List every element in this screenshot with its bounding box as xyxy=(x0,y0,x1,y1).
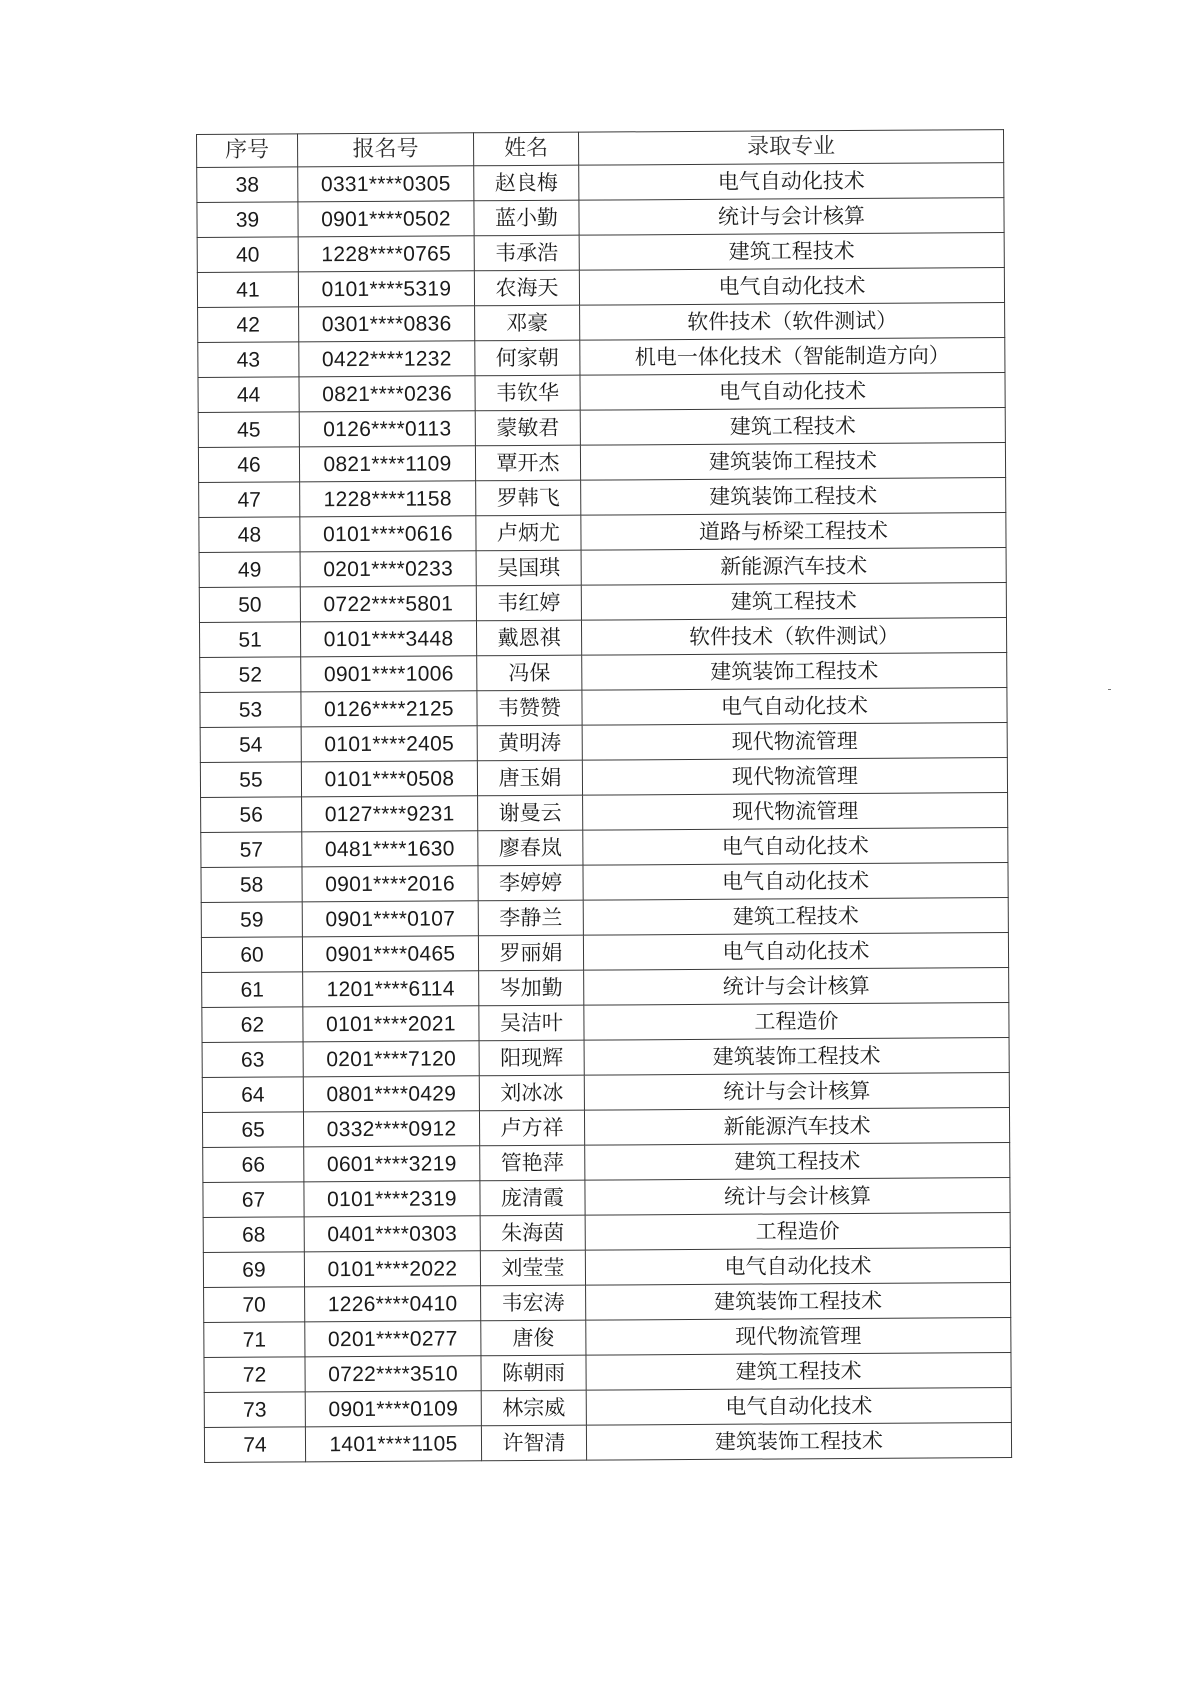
cell-seq: 45 xyxy=(198,412,299,448)
table-row xyxy=(204,1283,1011,1323)
table-row xyxy=(198,303,1005,343)
cell-major: 建筑工程技术 xyxy=(580,408,1005,446)
cell-name: 蒙敏君 xyxy=(475,410,580,446)
cell-reg-no: 0127****9231 xyxy=(302,796,478,832)
cell-name: 吴国琪 xyxy=(476,550,581,586)
cell-seq: 40 xyxy=(197,237,298,273)
cell-name: 卢方祥 xyxy=(479,1110,584,1146)
cell-reg-no: 0901****2016 xyxy=(302,866,478,902)
cell-name: 刘冰冰 xyxy=(479,1075,584,1111)
cell-major: 新能源汽车技术 xyxy=(581,548,1006,586)
cell-reg-no: 0101****3448 xyxy=(300,621,476,657)
cell-reg-no: 0901****0107 xyxy=(302,901,478,937)
table-row xyxy=(197,233,1004,273)
cell-major: 现代物流管理 xyxy=(586,1318,1011,1356)
cell-reg-no: 0101****0616 xyxy=(300,516,476,552)
cell-seq: 62 xyxy=(202,1007,303,1043)
table-row xyxy=(199,618,1006,658)
cell-major: 工程造价 xyxy=(584,1003,1009,1041)
cell-name: 戴恩祺 xyxy=(476,620,581,656)
cell-major: 建筑工程技术 xyxy=(583,898,1008,936)
table-row xyxy=(201,793,1008,833)
cell-name: 黄明涛 xyxy=(477,725,582,761)
cell-seq: 39 xyxy=(197,202,298,238)
cell-major: 建筑装饰工程技术 xyxy=(582,653,1007,691)
cell-reg-no: 1228****0765 xyxy=(298,236,474,272)
cell-name: 罗韩飞 xyxy=(476,480,581,516)
table-row xyxy=(198,338,1005,378)
cell-seq: 72 xyxy=(204,1357,305,1393)
cell-name: 韦钦华 xyxy=(475,375,580,411)
table-row xyxy=(200,688,1007,728)
cell-seq: 41 xyxy=(197,272,298,308)
cell-name: 韦承浩 xyxy=(474,235,579,271)
cell-name: 陈朝雨 xyxy=(481,1355,586,1391)
table-row xyxy=(200,758,1007,798)
cell-name: 阳现辉 xyxy=(479,1040,584,1076)
table-row xyxy=(199,583,1006,623)
table-row xyxy=(202,968,1009,1008)
header-major: 录取专业 xyxy=(578,130,1003,166)
cell-reg-no: 0901****0502 xyxy=(298,201,474,237)
cell-name: 韦红婷 xyxy=(476,585,581,621)
cell-major: 电气自动化技术 xyxy=(586,1388,1011,1426)
cell-seq: 59 xyxy=(201,902,302,938)
header-name: 姓名 xyxy=(473,132,578,166)
cell-seq: 51 xyxy=(199,622,300,658)
table-row xyxy=(200,723,1007,763)
cell-name: 许智清 xyxy=(481,1425,586,1461)
cell-name: 罗丽娟 xyxy=(478,935,583,971)
cell-major: 电气自动化技术 xyxy=(580,373,1005,411)
table-row xyxy=(199,513,1006,553)
header-reg-no: 报名号 xyxy=(298,133,474,167)
cell-major: 建筑装饰工程技术 xyxy=(586,1283,1011,1321)
table-row xyxy=(204,1353,1011,1393)
table-row xyxy=(199,478,1006,518)
cell-major: 建筑工程技术 xyxy=(585,1143,1010,1181)
cell-major: 电气自动化技术 xyxy=(585,1248,1010,1286)
cell-name: 刘莹莹 xyxy=(480,1250,585,1286)
cell-reg-no: 0101****0508 xyxy=(301,761,477,797)
cell-seq: 43 xyxy=(198,342,299,378)
table-row xyxy=(202,1038,1009,1078)
cell-major: 现代物流管理 xyxy=(582,723,1007,761)
cell-reg-no: 0801****0429 xyxy=(303,1076,479,1112)
cell-reg-no: 0101****2405 xyxy=(301,726,477,762)
cell-reg-no: 0901****0465 xyxy=(302,936,478,972)
cell-seq: 57 xyxy=(201,832,302,868)
table-row xyxy=(204,1423,1011,1463)
cell-name: 覃开杰 xyxy=(475,445,580,481)
cell-major: 建筑工程技术 xyxy=(581,583,1006,621)
cell-reg-no: 0126****2125 xyxy=(301,691,477,727)
cell-name: 廖春岚 xyxy=(478,830,583,866)
cell-seq: 61 xyxy=(202,972,303,1008)
table-row xyxy=(201,933,1008,973)
table-row xyxy=(201,898,1008,938)
cell-seq: 48 xyxy=(199,517,300,553)
cell-reg-no: 0126****0113 xyxy=(299,411,475,447)
cell-reg-no: 0101****5319 xyxy=(298,271,474,307)
cell-seq: 64 xyxy=(202,1077,303,1113)
cell-name: 岑加勤 xyxy=(479,970,584,1006)
header-seq: 序号 xyxy=(197,134,298,168)
cell-reg-no: 0301****0836 xyxy=(299,306,475,342)
table-row xyxy=(203,1143,1010,1183)
cell-seq: 63 xyxy=(202,1042,303,1078)
table-header xyxy=(197,130,1004,168)
cell-major: 软件技术（软件测试） xyxy=(581,618,1006,656)
cell-reg-no: 0481****1630 xyxy=(302,831,478,867)
admission-table xyxy=(196,129,1012,1463)
cell-name: 庞清霞 xyxy=(480,1180,585,1216)
cell-seq: 52 xyxy=(200,657,301,693)
cell-name: 农海天 xyxy=(474,270,579,306)
cell-seq: 74 xyxy=(204,1427,305,1463)
cell-name: 韦宏涛 xyxy=(481,1285,586,1321)
cell-name: 林宗威 xyxy=(481,1390,586,1426)
cell-reg-no: 0901****1006 xyxy=(301,656,477,692)
cell-major: 电气自动化技术 xyxy=(583,863,1008,901)
cell-major: 建筑装饰工程技术 xyxy=(581,478,1006,516)
cell-seq: 47 xyxy=(199,482,300,518)
cell-major: 机电一体化技术（智能制造方向） xyxy=(580,338,1005,376)
cell-reg-no: 0101****2021 xyxy=(303,1006,479,1042)
cell-major: 统计与会计核算 xyxy=(579,198,1004,236)
table-row xyxy=(197,198,1004,238)
cell-major: 电气自动化技术 xyxy=(579,268,1004,306)
cell-major: 电气自动化技术 xyxy=(583,933,1008,971)
cell-seq: 54 xyxy=(200,727,301,763)
cell-name: 赵良梅 xyxy=(474,165,579,201)
cell-reg-no: 0722****5801 xyxy=(300,586,476,622)
cell-reg-no: 0201****7120 xyxy=(303,1041,479,1077)
cell-reg-no: 0201****0233 xyxy=(300,551,476,587)
cell-seq: 73 xyxy=(204,1392,305,1428)
table-row xyxy=(204,1388,1011,1428)
table-row xyxy=(197,268,1004,308)
cell-seq: 55 xyxy=(200,762,301,798)
cell-name: 卢炳尤 xyxy=(476,515,581,551)
cell-major: 新能源汽车技术 xyxy=(584,1108,1009,1146)
cell-seq: 60 xyxy=(201,937,302,973)
cell-major: 现代物流管理 xyxy=(583,793,1008,831)
cell-reg-no: 0331****0305 xyxy=(298,166,474,202)
cell-major: 电气自动化技术 xyxy=(582,688,1007,726)
cell-seq: 67 xyxy=(203,1182,304,1218)
cell-name: 唐俊 xyxy=(481,1320,586,1356)
cell-seq: 49 xyxy=(199,552,300,588)
cell-reg-no: 1226****0410 xyxy=(305,1286,481,1322)
cell-reg-no: 1201****6114 xyxy=(303,971,479,1007)
table-row xyxy=(198,408,1005,448)
cell-name: 朱海茵 xyxy=(480,1215,585,1251)
table-row xyxy=(201,828,1008,868)
cell-name: 管艳萍 xyxy=(480,1145,585,1181)
cell-major: 建筑装饰工程技术 xyxy=(584,1038,1009,1076)
cell-major: 工程造价 xyxy=(585,1213,1010,1251)
table-row xyxy=(198,443,1005,483)
table-row xyxy=(202,1073,1009,1113)
cell-name: 何家朝 xyxy=(475,340,580,376)
cell-reg-no: 0901****0109 xyxy=(305,1391,481,1427)
cell-reg-no: 0601****3219 xyxy=(304,1146,480,1182)
table-row xyxy=(197,163,1004,203)
cell-major: 电气自动化技术 xyxy=(583,828,1008,866)
cell-reg-no: 0201****0277 xyxy=(305,1321,481,1357)
table-row xyxy=(200,653,1007,693)
cell-reg-no: 0821****1109 xyxy=(299,446,475,482)
table-row xyxy=(202,1003,1009,1043)
cell-name: 谢曼云 xyxy=(478,795,583,831)
cell-seq: 70 xyxy=(204,1287,305,1323)
cell-seq: 71 xyxy=(204,1322,305,1358)
cell-major: 现代物流管理 xyxy=(582,758,1007,796)
cell-name: 李静兰 xyxy=(478,900,583,936)
cell-seq: 50 xyxy=(199,587,300,623)
cell-major: 电气自动化技术 xyxy=(579,163,1004,201)
cell-name: 吴洁叶 xyxy=(479,1005,584,1041)
cell-seq: 69 xyxy=(203,1252,304,1288)
cell-reg-no: 1228****1158 xyxy=(300,481,476,517)
cell-major: 建筑装饰工程技术 xyxy=(586,1423,1011,1461)
cell-reg-no: 0332****0912 xyxy=(303,1111,479,1147)
cell-seq: 66 xyxy=(203,1147,304,1183)
cell-seq: 42 xyxy=(198,307,299,343)
cell-major: 道路与桥梁工程技术 xyxy=(581,513,1006,551)
table-row xyxy=(204,1318,1011,1358)
cell-reg-no: 0722****3510 xyxy=(305,1356,481,1392)
cell-major: 统计与会计核算 xyxy=(585,1178,1010,1216)
table-row xyxy=(201,863,1008,903)
cell-major: 软件技术（软件测试） xyxy=(580,303,1005,341)
cell-seq: 65 xyxy=(202,1112,303,1148)
table-body xyxy=(197,163,1012,1463)
cell-seq: 46 xyxy=(198,447,299,483)
cell-major: 建筑工程技术 xyxy=(586,1353,1011,1391)
cell-name: 李婷婷 xyxy=(478,865,583,901)
cell-reg-no: 0401****0303 xyxy=(304,1216,480,1252)
cell-seq: 44 xyxy=(198,377,299,413)
cell-major: 建筑工程技术 xyxy=(579,233,1004,271)
cell-name: 邓豪 xyxy=(475,305,580,341)
cell-major: 统计与会计核算 xyxy=(584,1073,1009,1111)
cell-seq: 58 xyxy=(201,867,302,903)
table-row xyxy=(202,1108,1009,1148)
cell-seq: 68 xyxy=(203,1217,304,1253)
cell-name: 冯保 xyxy=(477,655,582,691)
table-row xyxy=(198,373,1005,413)
table-row xyxy=(203,1213,1010,1253)
cell-reg-no: 1401****1105 xyxy=(305,1426,481,1462)
cell-major: 建筑装饰工程技术 xyxy=(580,443,1005,481)
cell-name: 韦赞赞 xyxy=(477,690,582,726)
scan-speck xyxy=(1108,689,1111,690)
cell-reg-no: 0101****2319 xyxy=(304,1181,480,1217)
header-row xyxy=(197,130,1004,168)
cell-reg-no: 0422****1232 xyxy=(299,341,475,377)
table-row xyxy=(203,1178,1010,1218)
table-row xyxy=(203,1248,1010,1288)
cell-name: 蓝小勤 xyxy=(474,200,579,236)
cell-major: 统计与会计核算 xyxy=(584,968,1009,1006)
cell-reg-no: 0821****0236 xyxy=(299,376,475,412)
cell-seq: 38 xyxy=(197,167,298,203)
cell-name: 唐玉娟 xyxy=(477,760,582,796)
cell-seq: 56 xyxy=(201,797,302,833)
cell-reg-no: 0101****2022 xyxy=(304,1251,480,1287)
cell-seq: 53 xyxy=(200,692,301,728)
table-row xyxy=(199,548,1006,588)
